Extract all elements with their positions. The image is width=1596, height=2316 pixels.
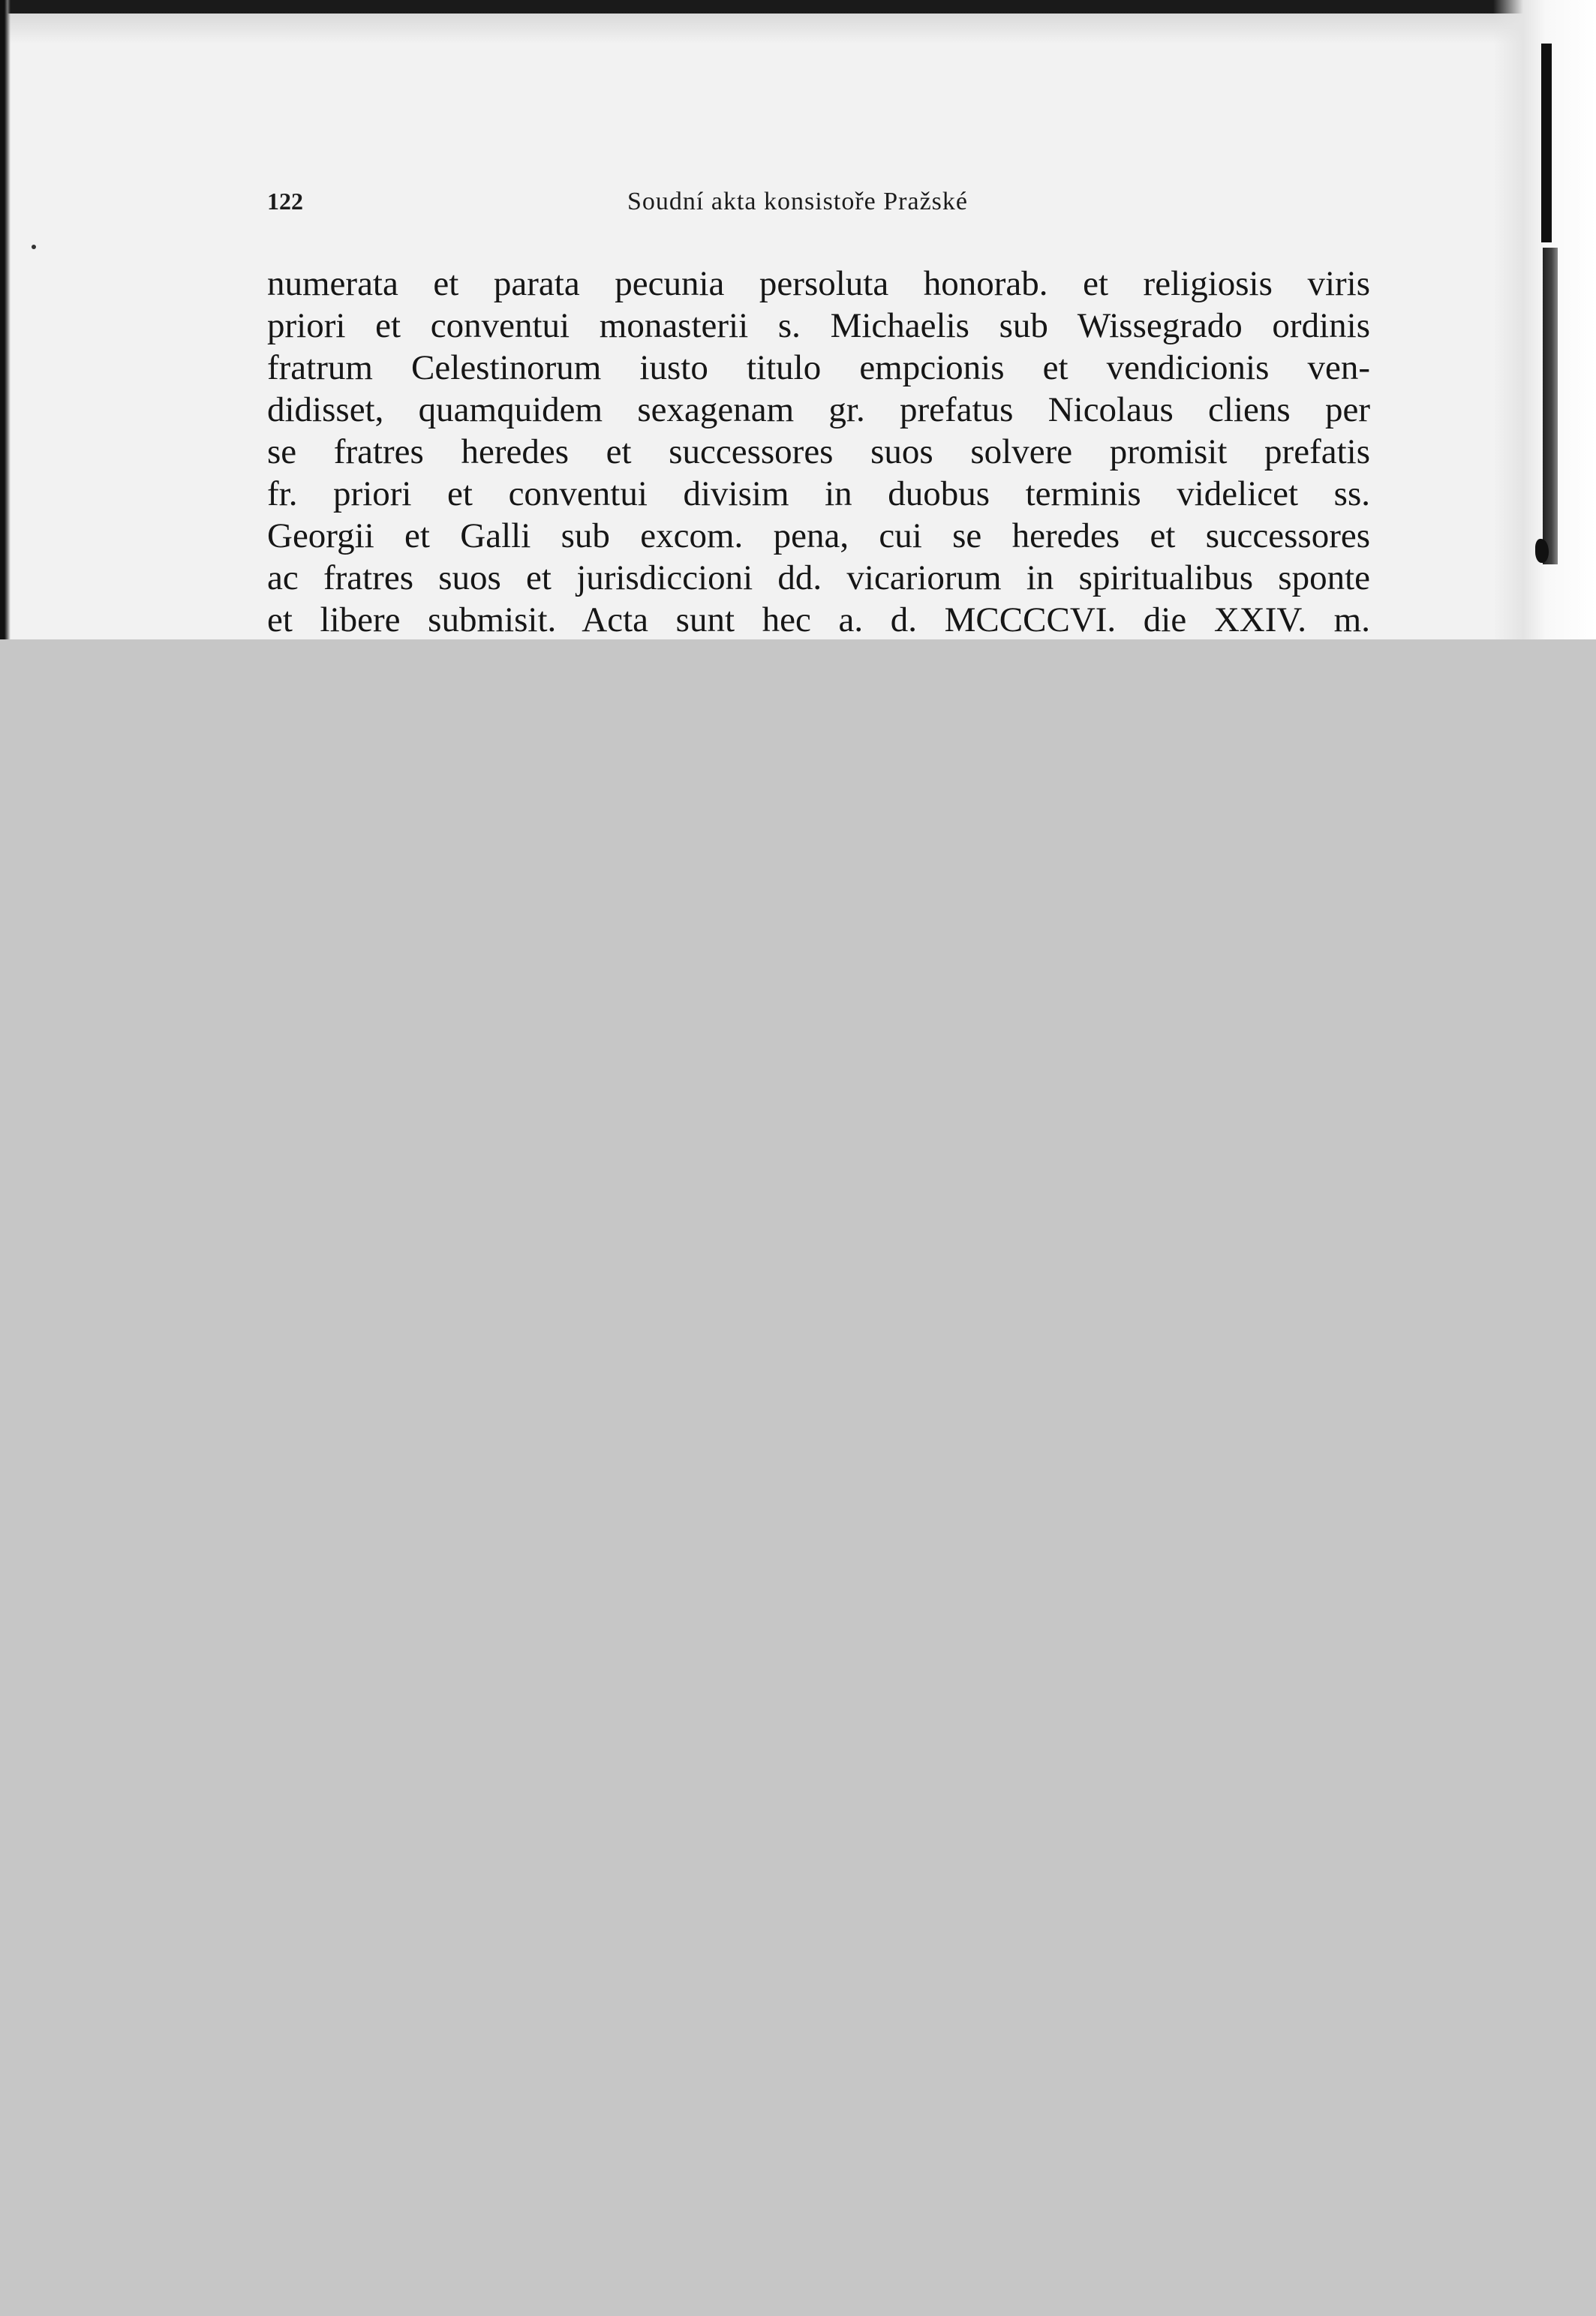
text-line: didisset, quamquidem sexagenam gr. prefatus Nicolaus cliens per xyxy=(267,390,1370,429)
text-line: se fratres heredes et successores suos solvere promisit prefatis xyxy=(267,432,1370,471)
text-line: priori et conventui monasterii s. Michaelis sub Wissegrado ordinis xyxy=(267,306,1370,345)
stray-mark xyxy=(32,245,36,249)
text-line: numerata et parata pecunia persoluta honorab. et religiosis viris xyxy=(267,264,1370,303)
gutter-ink-spot xyxy=(1535,539,1549,563)
unloaded-page-area xyxy=(0,639,1596,2316)
page-number: 122 xyxy=(267,188,303,215)
gutter-dark-bar-lower xyxy=(1543,248,1558,564)
page-scan-region xyxy=(0,0,1596,639)
text-line: ac fratres suos et jurisdiccioni dd. vicariorum in spiritualibus sponte xyxy=(267,558,1370,597)
gutter-dark-bar-upper xyxy=(1541,44,1552,242)
text-line: fratrum Celestinorum iusto titulo empcionis et vendicionis ven- xyxy=(267,348,1370,387)
text-line: et libere submisit. Acta sunt hec a. d. MCCCCVI. die XXIV. m. xyxy=(267,600,1370,639)
body-text xyxy=(267,263,1370,639)
text-line: Georgii et Galli sub excom. pena, cui se heredes et successores xyxy=(267,516,1370,555)
scan-top-edge xyxy=(0,0,1596,14)
running-head: Soudní akta konsistoře Pražské xyxy=(627,188,968,215)
scan-top-shadow xyxy=(0,14,1596,44)
text-line: fr. priori et conventui divisim in duobus terminis videlicet ss. xyxy=(267,474,1370,513)
scan-left-edge xyxy=(0,0,11,639)
